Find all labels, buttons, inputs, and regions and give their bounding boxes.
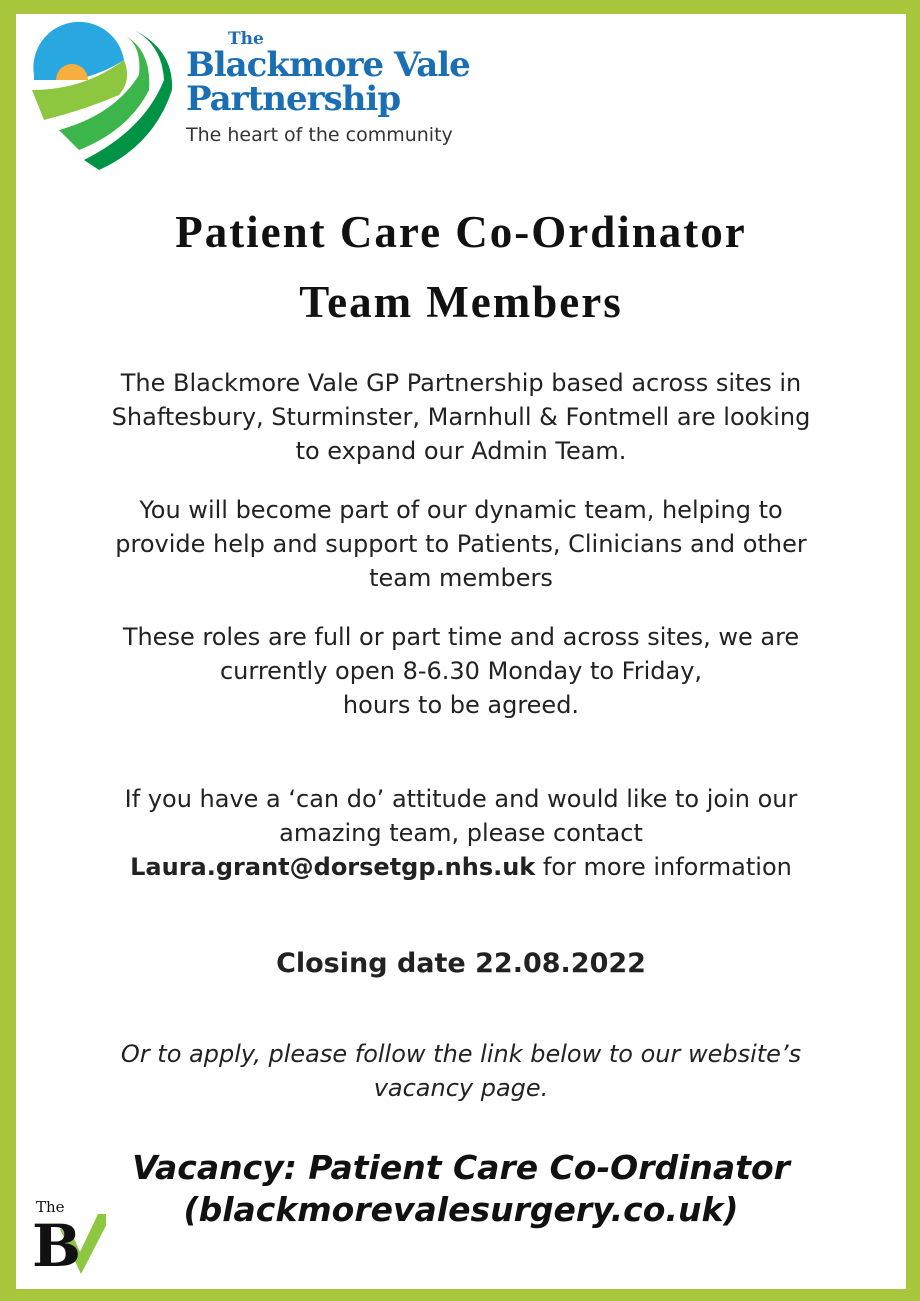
poster bbox=[16, 14, 906, 1289]
page-title: Patient Care Co-Ordinator Team Members bbox=[175, 207, 747, 327]
svg-text:B: B bbox=[32, 1212, 82, 1280]
bv-footer-logo-icon bbox=[26, 1184, 106, 1284]
contact-paragraph: If you have a ‘can do’ attitude and would like to join our amazing team, please contact Laura.grant@dorsetgp.nhs.uk for more information bbox=[124, 785, 798, 881]
partnership-heart-logo-icon bbox=[24, 20, 174, 170]
brand-wordmark: The Blackmore Vale Partnership The heart of the community bbox=[186, 29, 470, 146]
intro-paragraph: The Blackmore Vale GP Partnership based across sites in Shaftesbury, Sturminster, Marnhull & Fontmell are looking to expand our Admin Team. bbox=[111, 369, 811, 465]
tagline: The heart of the community bbox=[186, 124, 453, 146]
closing-date: Closing date 22.08.2022 bbox=[276, 948, 646, 979]
team-paragraph: You will become part of our dynamic team, helping to provide help and support to Patients, Clinicians and other team members bbox=[115, 496, 807, 592]
svg-text:The: The bbox=[36, 1198, 65, 1216]
vacancy-link[interactable]: Vacancy: Patient Care Co-Ordinator (blackmorevalesurgery.co.uk) bbox=[132, 1148, 790, 1229]
contact-email-link[interactable]: Laura.grant@dorsetgp.nhs.uk bbox=[130, 853, 536, 881]
apply-note: Or to apply, please follow the link below to our website’s vacancy page. bbox=[120, 1040, 802, 1102]
hours-paragraph: These roles are full or part time and across sites, we are currently open 8-6.30 Monday to Friday, hours to be agreed. bbox=[122, 623, 800, 719]
